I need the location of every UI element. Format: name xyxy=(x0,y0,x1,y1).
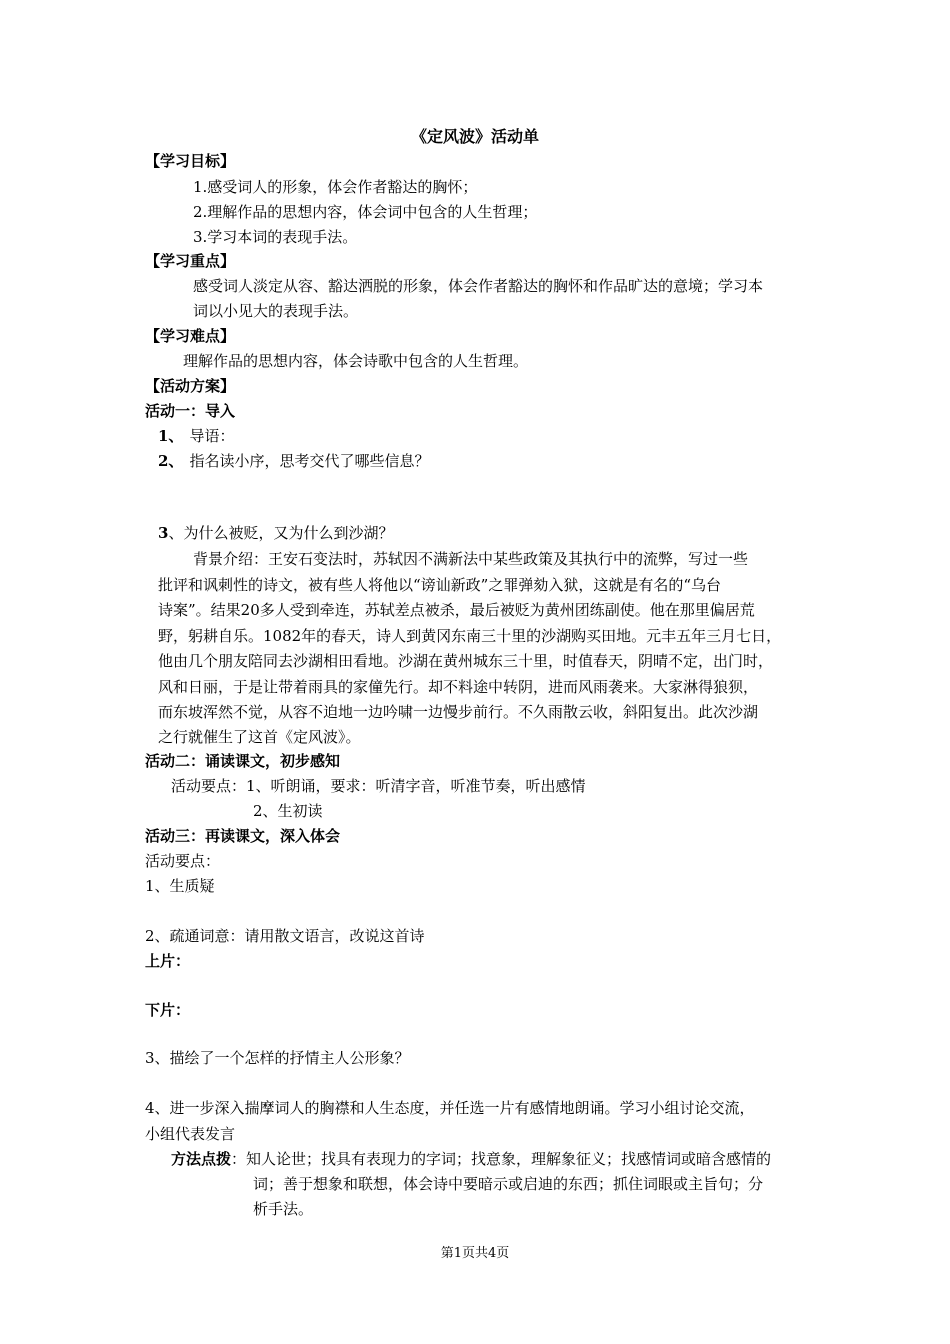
background-line-2: 批评和讽刺性的诗文，被有些人将他以“谤讪新政”之罪弹劾入狱，这就是有名的“乌台 xyxy=(158,576,722,594)
method-line-2: 词；善于想象和联想，体会诗中要暗示或启迪的东西；抓住词眼或主旨句；分 xyxy=(253,1175,764,1193)
lower-stanza-label: 下片： xyxy=(145,1001,191,1019)
method-line-1 xyxy=(171,1149,771,1169)
activity1-item-2 xyxy=(158,451,429,471)
method-label: 方法点拨 xyxy=(171,1150,232,1168)
activity1-item-1 xyxy=(158,426,234,446)
focus-line-1: 感受词人淡定从容、豁达洒脱的形象，体会作者豁达的胸怀和作品旷达的意境；学习本 xyxy=(193,277,764,295)
background-line-4: 野，躬耕自乐。1082年的春天，诗人到黄冈东南三十里的沙湖购买田地。元丰五年三月七日， xyxy=(158,627,782,645)
activity3-question-2: 2、疏通词意：请用散文语言，改说这首诗 xyxy=(145,927,425,945)
focus-heading: 【学习重点】 xyxy=(145,252,236,270)
activity3-heading: 活动三：再读课文，深入体会 xyxy=(145,827,341,845)
goals-heading: 【学习目标】 xyxy=(145,152,236,170)
background-line-6: 风和日丽，于是让带着雨具的家僮先行。却不料途中转阴，进而风雨袭来。大家淋得狼狈， xyxy=(158,678,759,696)
method-text: ：知人论世；找具有表现力的字词；找意象，理解象征义；找感情词或暗含感情的 xyxy=(231,1150,772,1168)
activity3-question-4-line-1: 4、进一步深入揣摩词人的胸襟和人生态度，并任选一片有感情地朗诵。学习小组讨论交流， xyxy=(145,1099,755,1117)
goal-item-2: 2.理解作品的思想内容，体会词中包含的人生哲理； xyxy=(193,203,538,221)
document-title: 《定风波》活动单 xyxy=(410,127,539,146)
activity2-line-1: 活动要点：1、听朗诵，要求：听清字音，听准节奏，听出感情 xyxy=(171,777,586,795)
focus-line-2: 词以小见大的表现手法。 xyxy=(193,302,359,320)
item-text: 指名读小序，思考交代了哪些信息？ xyxy=(189,452,430,470)
method-line-3: 析手法。 xyxy=(253,1200,314,1218)
item-number: 2、 xyxy=(158,452,184,470)
difficulty-heading: 【学习难点】 xyxy=(145,327,236,345)
upper-stanza-label: 上片： xyxy=(145,952,191,970)
item-number: 3 xyxy=(158,524,169,542)
activity2-line-2: 2、生初读 xyxy=(253,802,323,820)
background-line-7: 而东坡浑然不觉，从容不迫地一边吟啸一边慢步前行。不久雨散云收，斜阳复出。此次沙湖 xyxy=(158,703,759,721)
item-number: 1、 xyxy=(158,427,184,445)
goal-item-3: 3.学习本词的表现手法。 xyxy=(193,228,358,246)
page-footer: 第1页共4页 xyxy=(440,1246,510,1261)
activity1-heading: 活动一：导入 xyxy=(145,402,236,420)
item-text: 导语： xyxy=(189,427,235,445)
item-text: 、为什么被贬，又为什么到沙湖？ xyxy=(168,524,394,542)
activity2-heading: 活动二：诵读课文，初步感知 xyxy=(145,752,341,770)
difficulty-text: 理解作品的思想内容，体会诗歌中包含的人生哲理。 xyxy=(183,352,529,370)
goal-item-1: 1.感受词人的形象，体会作者豁达的胸怀； xyxy=(193,178,478,196)
background-line-5: 他由几个朋友陪同去沙湖相田看地。沙湖在黄州城东三十里，时值春天，阴晴不定，出门时， xyxy=(158,652,774,670)
activity3-points-label: 活动要点： xyxy=(145,852,221,870)
activity3-question-4-line-2: 小组代表发言 xyxy=(145,1125,236,1143)
background-line-1: 背景介绍：王安石变法时，苏轼因不满新法中某些政策及其执行中的流弊，写过一些 xyxy=(193,550,749,568)
background-line-8: 之行就催生了这首《定风波》。 xyxy=(158,728,361,746)
activity1-item-3 xyxy=(158,523,393,543)
activity3-question-1: 1、生质疑 xyxy=(145,877,215,895)
plan-heading: 【活动方案】 xyxy=(145,377,236,395)
background-line-3: 诗案”。结果20多人受到牵连，苏轼差点被杀，最后被贬为黄州团练副使。他在那里偏居荒 xyxy=(158,601,755,619)
activity3-question-3: 3、描绘了一个怎样的抒情主人公形象？ xyxy=(145,1049,410,1067)
